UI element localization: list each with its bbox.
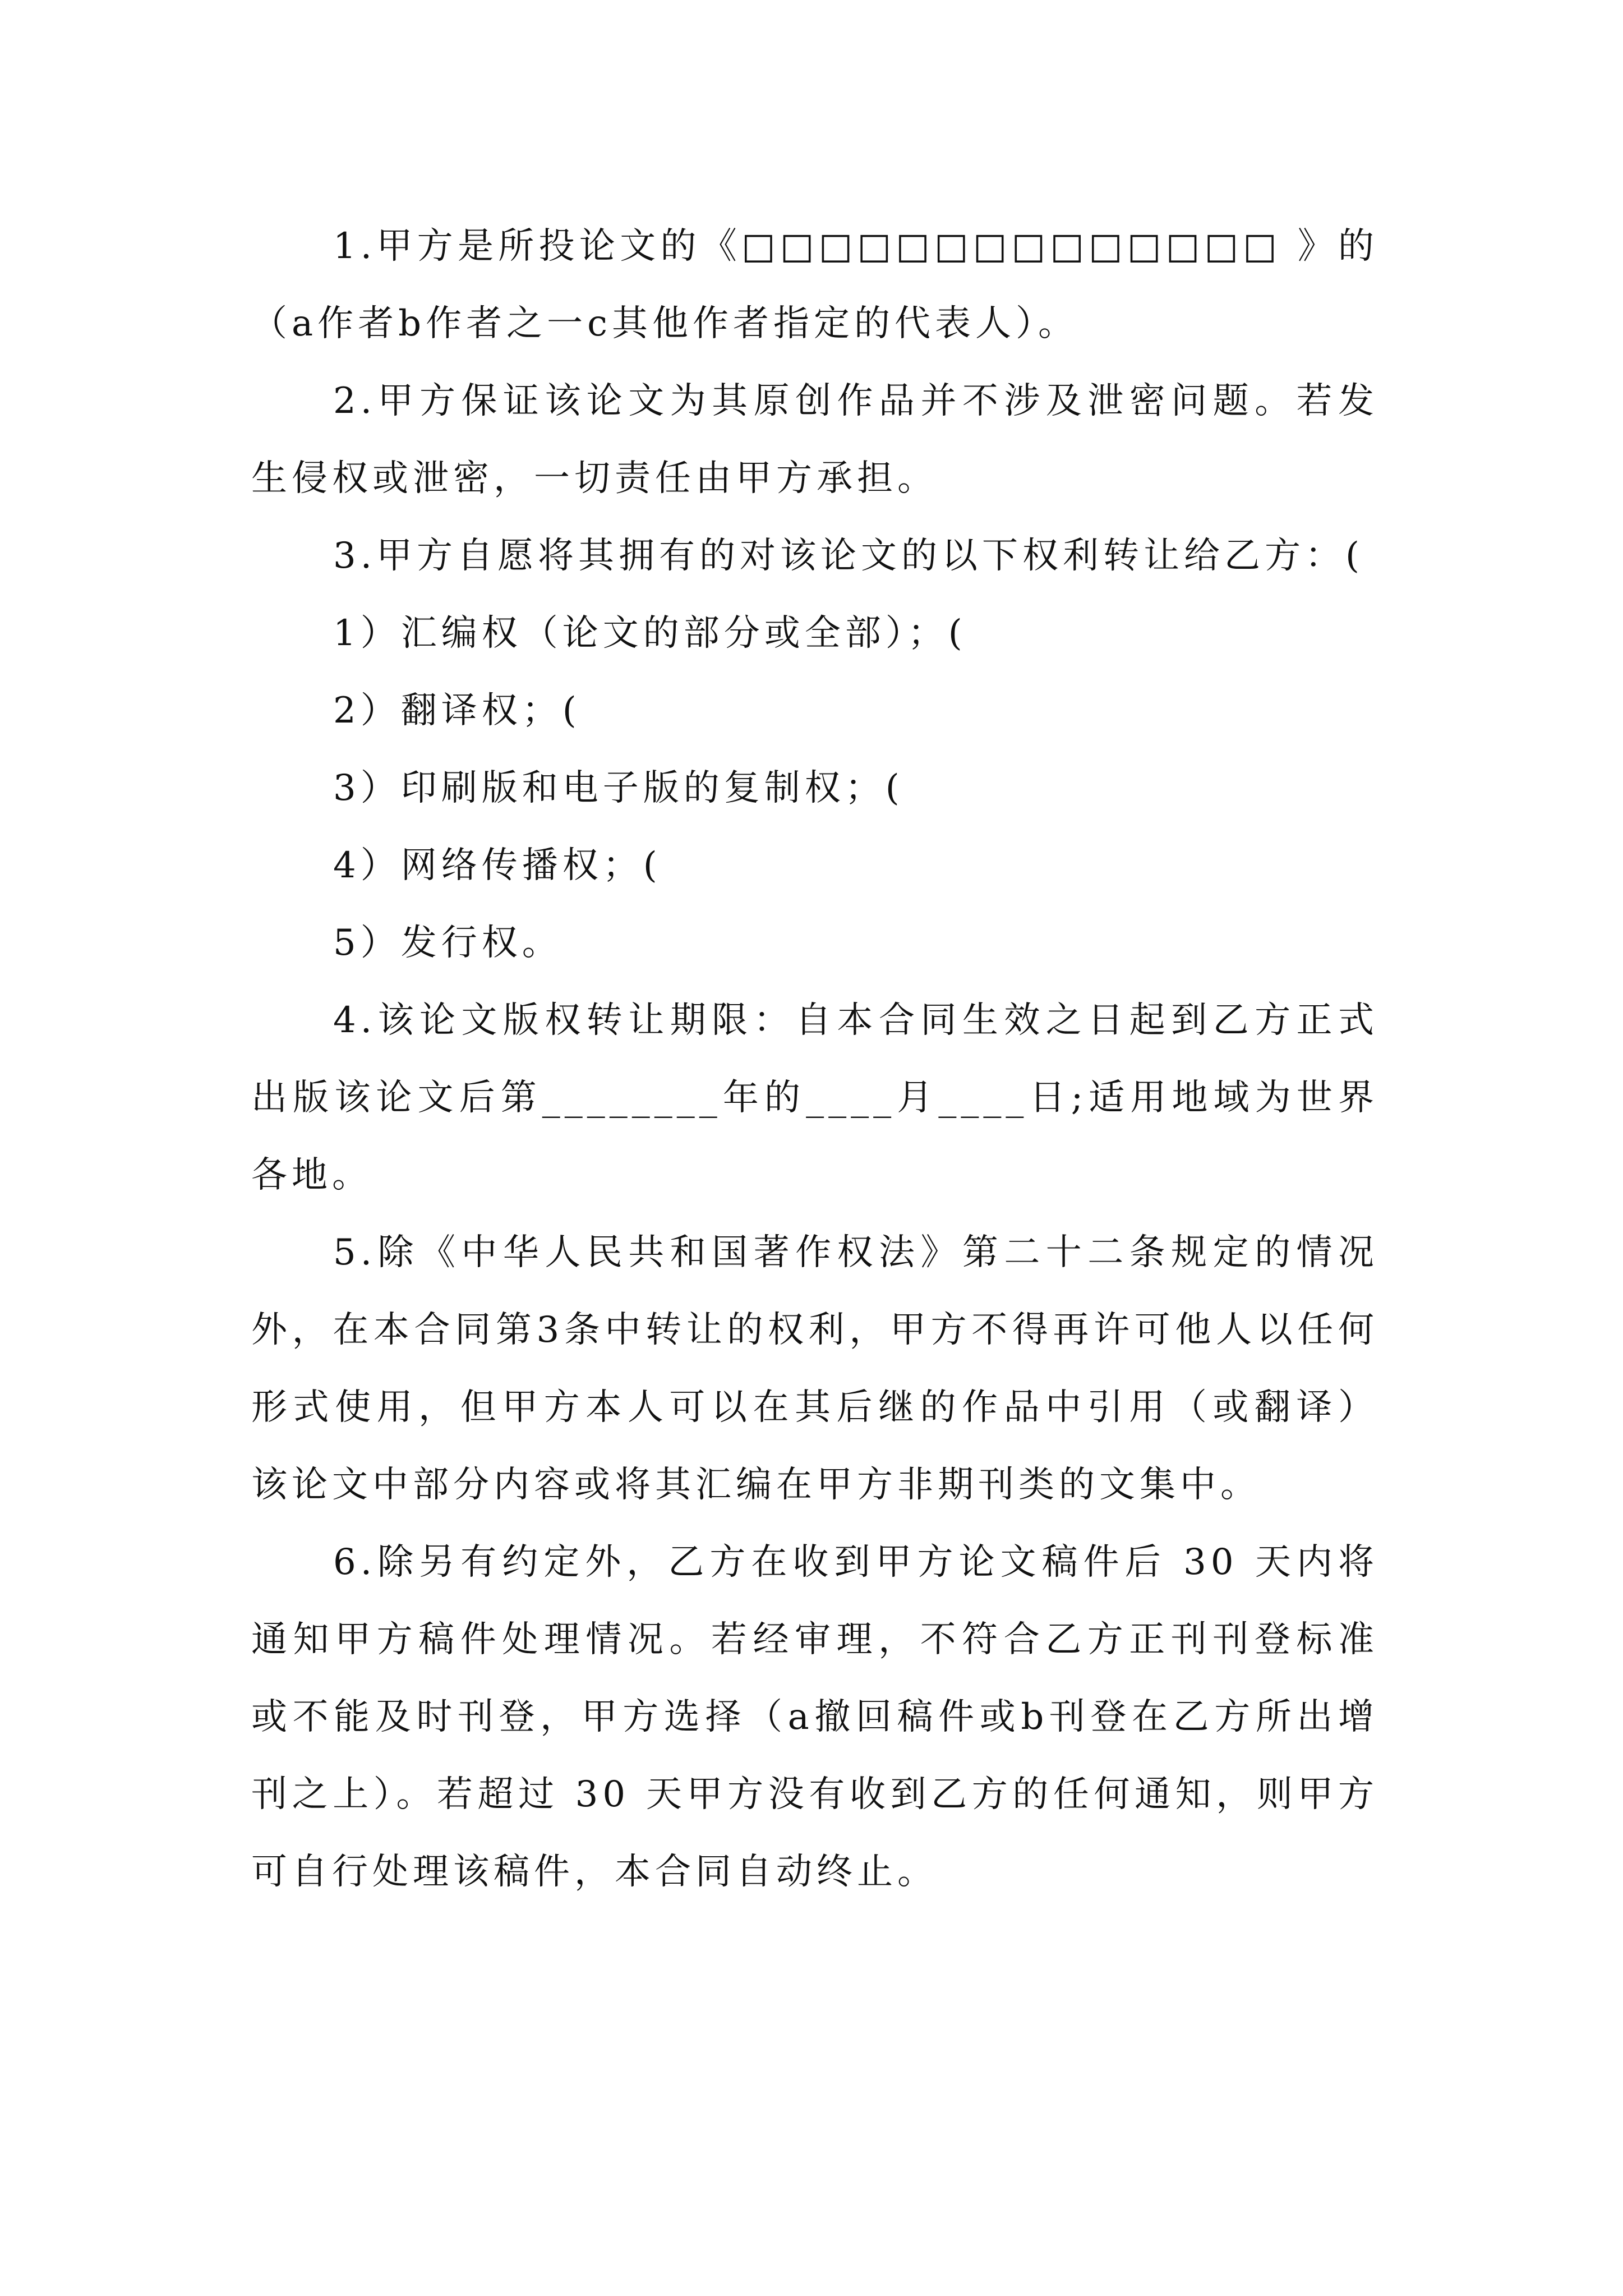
- clause-1: 1.甲方是所投论文的《□□□□□□□□□□□□□□ 》的（a作者b作者之一c其他作者指定的代表人）。: [251, 226, 1378, 344]
- clause-5: 5.除《中华人民共和国著作权法》第二十二条规定的情况外，在本合同第3条中转让的权利，甲方不得再许可他人以任何形式使用，但甲方本人可以在其后继的作品中引用（或翻译）该论文中部分内容或将其汇编在甲方非期刊类的文集中。: [251, 1232, 1378, 1506]
- right-item-1: 1）汇编权（论文的部分或全部）；(: [333, 613, 967, 654]
- right-item-5: 5）发行权。: [333, 922, 562, 964]
- clause-4: 4.该论文版权转让期限：自本合同生效之日起到乙方正式出版该论文后第________年的____月____日;适用地域为世界各地。: [251, 1000, 1378, 1196]
- clause-3: 3.甲方自愿将其拥有的对该论文的以下权利转让给乙方：(: [333, 535, 1364, 577]
- contract-body: [251, 208, 1378, 1911]
- right-item-4: 4）网络传播权；(: [333, 845, 662, 886]
- clause-6: 6.除另有约定外，乙方在收到甲方论文稿件后 30 天内将通知甲方稿件处理情况。若经审理，不符合乙方正刊刊登标准或不能及时刊登，甲方选择（a撤回稿件或b刊登在乙方所出增刊之上）。若超过 30 天甲方没有收到乙方的任何通知，则甲方可自行处理该稿件，本合同自动终止。: [251, 1542, 1378, 1893]
- right-item-2: 2）翻译权；(: [333, 690, 581, 731]
- right-item-3: 3）印刷版和电子版的复制权；(: [333, 767, 904, 809]
- clause-2: 2.甲方保证该论文为其原创作品并不涉及泄密问题。若发生侵权或泄密，一切责任由甲方承担。: [251, 380, 1378, 499]
